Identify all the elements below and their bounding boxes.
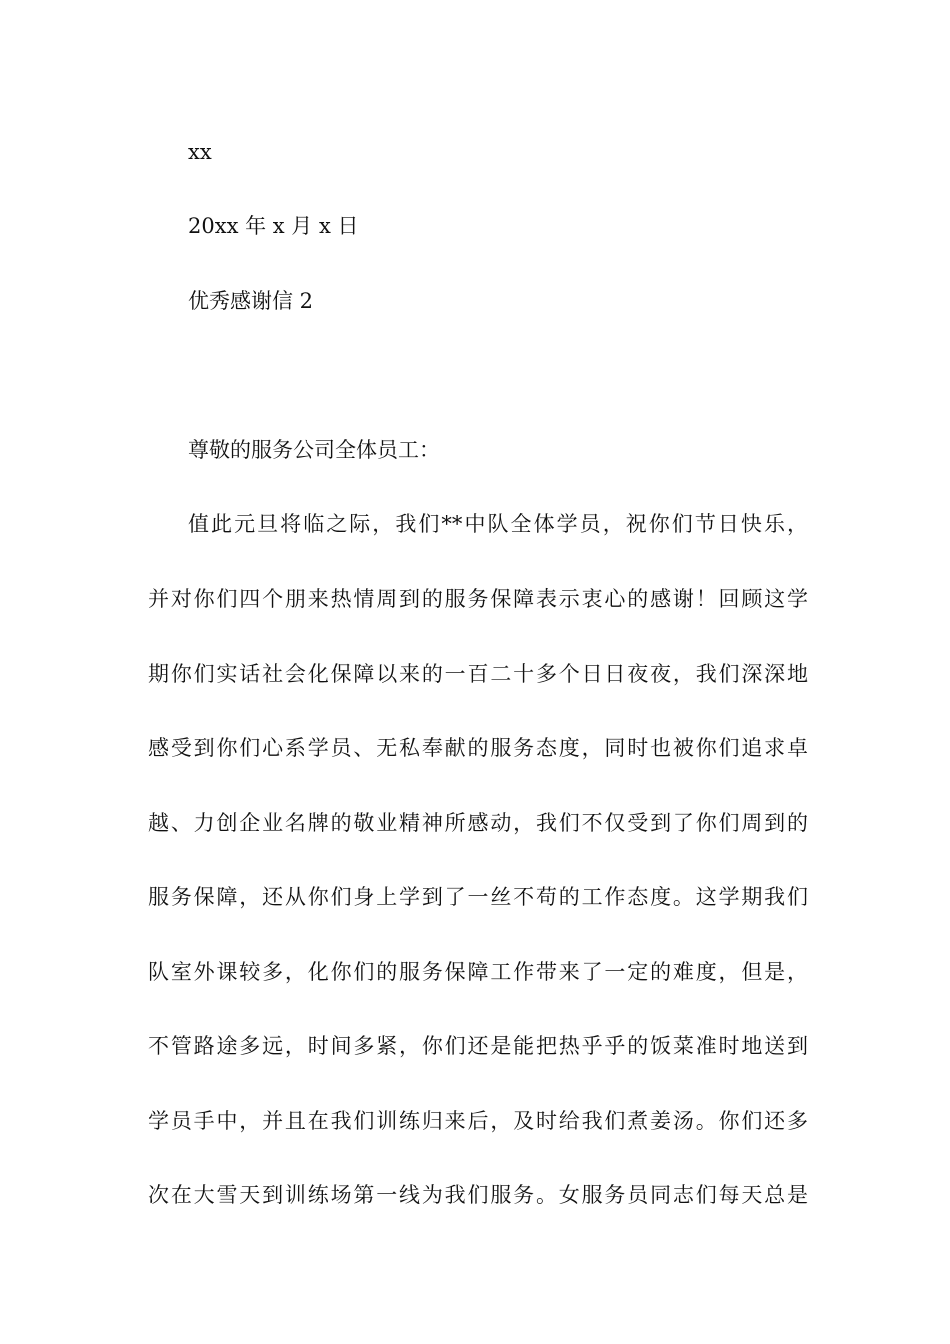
letter-date: 20xx 年 x 月 x 日: [188, 214, 359, 238]
body-line: 次在大雪天到训练场第一线为我们服务。女服务员同志们每天总是: [148, 1183, 808, 1207]
body-line: 学员手中，并且在我们训练归来后，及时给我们煮姜汤。你们还多: [148, 1109, 808, 1133]
letter-title: 优秀感谢信 2: [188, 289, 314, 313]
body-line: 感受到你们心系学员、无私奉献的服务态度，同时也被你们追求卓: [148, 736, 808, 760]
body-line: 值此元旦将临之际，我们**中队全体学员，祝你们节日快乐，: [188, 512, 808, 536]
salutation: 尊敬的服务公司全体员工：: [188, 438, 440, 462]
body-line: 不管路途多远，时间多紧，你们还是能把热乎乎的饭菜准时地送到: [148, 1034, 808, 1058]
body-line: 越、力创企业名牌的敬业精神所感动，我们不仅受到了你们周到的: [148, 811, 808, 835]
body-line: 并对你们四个朋来热情周到的服务保障表示衷心的感谢！回顾这学: [148, 587, 808, 611]
body-line: 期你们实话社会化保障以来的一百二十多个日日夜夜，我们深深地: [148, 662, 808, 686]
body-line: 队室外课较多，化你们的服务保障工作带来了一定的难度，但是，: [148, 960, 808, 984]
sender-name: xx: [188, 140, 212, 164]
body-line: 服务保障，还从你们身上学到了一丝不苟的工作态度。这学期我们: [148, 885, 808, 909]
